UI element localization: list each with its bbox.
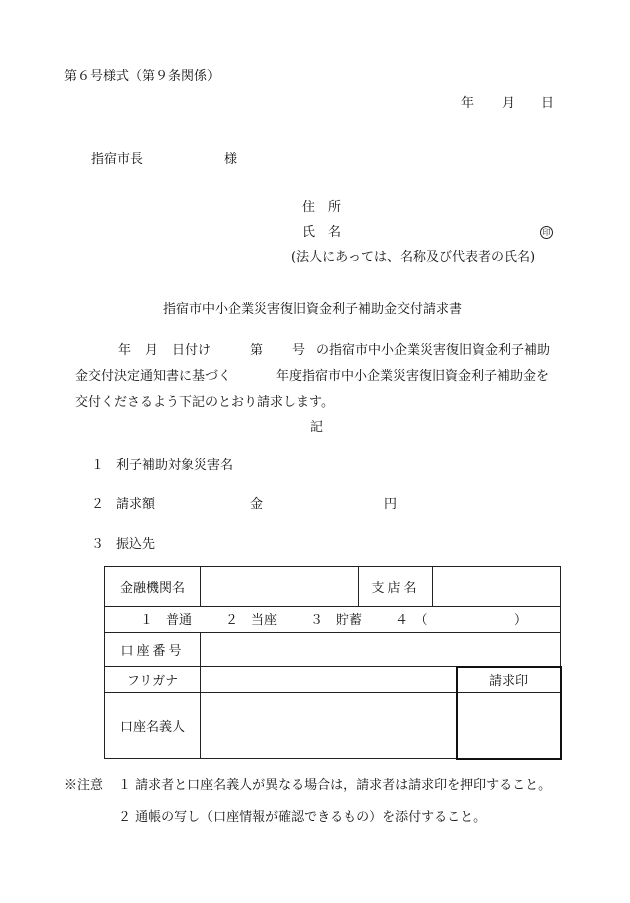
furigana-label: フリガナ <box>105 667 201 693</box>
item1-number: １ <box>91 458 105 473</box>
account-type-ordinary[interactable]: １ 普通 <box>140 612 193 628</box>
account-holder-label: 口座名義人 <box>105 693 201 759</box>
claim-seal-box[interactable] <box>457 693 561 759</box>
seal-icon <box>540 225 553 239</box>
branch-name-label: 支店名 <box>359 567 433 607</box>
address-label: 住 所 <box>302 200 342 215</box>
item2-number: ２ <box>91 497 105 512</box>
body-line1-rest: の指宿市中小企業災害復旧資金利子補助 <box>316 343 551 358</box>
body-line2-rest: 年度指宿市中小企業災害復旧資金利子補助金を <box>276 369 550 384</box>
notes-heading: ※注意 <box>64 778 104 793</box>
account-type-row <box>105 607 561 633</box>
addressee: 指宿市長 <box>91 152 144 167</box>
ki-label: 記 <box>310 420 324 435</box>
form-number: 第６号様式（第９条関係） <box>64 69 221 84</box>
body-go: 号 <box>292 343 306 358</box>
document-title: 指宿市中小企業災害復旧資金利子補助金交付請求書 <box>163 302 463 317</box>
honorific: 様 <box>224 152 238 167</box>
body-line2-start: 金交付決定通知書に基づく <box>75 369 232 384</box>
body-tsuki: 月 <box>145 343 159 358</box>
date-day-label: 日 <box>541 96 555 111</box>
account-type-other[interactable]: ４ （ <box>395 612 428 628</box>
item2-kin: 金 <box>250 497 264 512</box>
date-year-label: 年 <box>461 96 475 111</box>
date-month-label: 月 <box>502 96 516 111</box>
bank-name-field[interactable] <box>201 567 359 607</box>
body-hizuke: 日付け <box>172 343 212 358</box>
account-type-savings[interactable]: ３ 貯蓄 <box>310 612 363 628</box>
item3-number: ３ <box>91 537 105 552</box>
seal-mark: 印 <box>540 226 553 239</box>
account-holder-field[interactable] <box>201 693 457 759</box>
item1-label: 利子補助対象災害名 <box>116 458 234 473</box>
item2-label: 請求額 <box>116 497 156 512</box>
name-label: 氏 名 <box>302 225 342 240</box>
account-number-field[interactable] <box>201 633 561 667</box>
account-type-other-close: ） <box>514 612 528 628</box>
body-nen: 年 <box>118 343 132 358</box>
note-2: ２ 通帳の写し（口座情報が確認できるもの）を添付すること。 <box>118 810 487 825</box>
account-number-label: 口座番号 <box>105 633 201 667</box>
bank-name-label: 金融機関名 <box>105 567 201 607</box>
claim-seal-label: 請求印 <box>457 667 561 693</box>
corporation-note: (法人にあっては、名称及び代表者の氏名) <box>291 250 536 265</box>
account-type-current[interactable]: ２ 当座 <box>225 612 278 628</box>
branch-name-field[interactable] <box>433 567 561 607</box>
body-line3: 交付くださるよう下記のとおり請求します。 <box>75 395 334 410</box>
furigana-field[interactable] <box>201 667 457 693</box>
item3-label: 振込先 <box>116 537 156 552</box>
body-dai: 第 <box>250 343 264 358</box>
item2-yen: 円 <box>384 497 398 512</box>
note-1: １ 請求者と口座名義人が異なる場合は，請求者は請求印を押印すること。 <box>118 778 552 793</box>
bank-transfer-table <box>104 566 562 760</box>
